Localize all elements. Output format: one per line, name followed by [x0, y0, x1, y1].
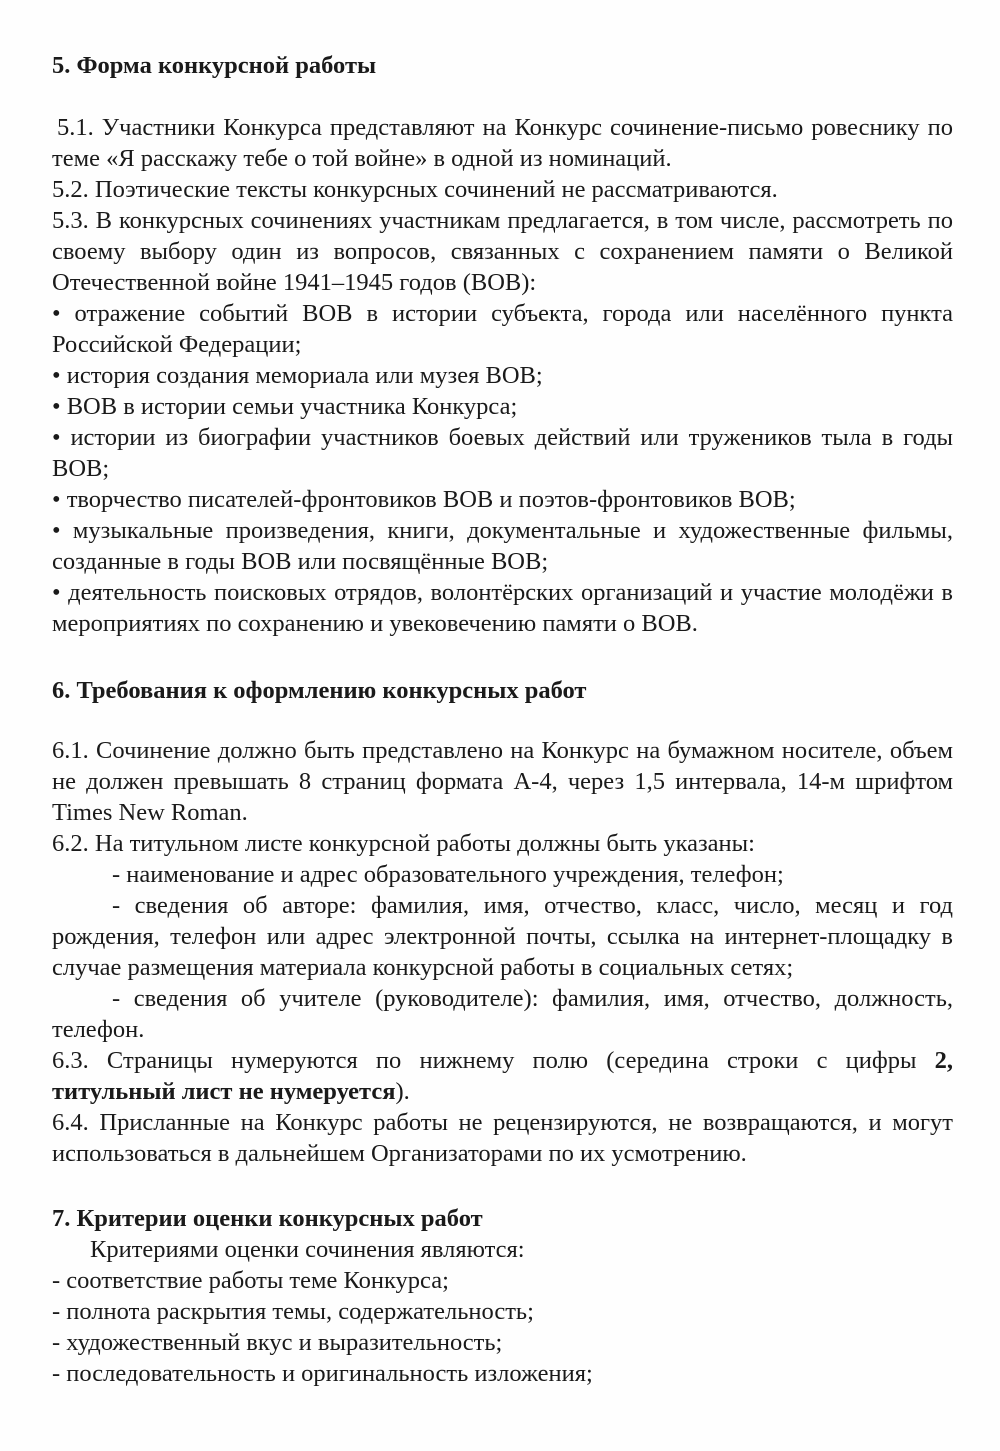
dash-item: - наименование и адрес образовательного учреждения, телефон;: [112, 861, 784, 888]
criteria-item: - соответствие работы теме Конкурса;: [52, 1267, 449, 1294]
bullet-item: • музыкальные произведения, книги, документальные и художественные фильмы, созданные в годы ВОВ или посвящённые ВОВ;: [52, 517, 953, 575]
paragraph-5-1: 5.1. Участники Конкурса представляют на Конкурс сочинение-письмо ровеснику по теме «Я расскажу тебе о той войне» в одной из номинаций.: [52, 114, 953, 172]
spacer: [52, 81, 953, 112]
bullet-item: • история создания мемориала или музея ВОВ;: [52, 362, 543, 389]
criteria-item: - последовательность и оригинальность изложения;: [52, 1360, 593, 1387]
section-6-title: 6. Требования к оформлению конкурсных работ: [52, 677, 587, 704]
section-5-title: 5. Форма конкурсной работы: [52, 52, 377, 79]
dash-item: - сведения об учителе (руководителе): фамилия, имя, отчество, должность, телефон.: [52, 985, 953, 1043]
bullet-item: • ВОВ в истории семьи участника Конкурса;: [52, 393, 518, 420]
paragraph-6-4: 6.4. Присланные на Конкурс работы не рецензируются, не возвращаются, и могут использоваться в дальнейшем Организаторами по их усмотрению.: [52, 1109, 953, 1167]
paragraph-6-2: 6.2. На титульном листе конкурсной работы должны быть указаны:: [52, 830, 755, 857]
criteria-intro: Критериями оценки сочинения являются:: [90, 1236, 525, 1263]
paragraph-6-1: 6.1. Сочинение должно быть представлено на Конкурс на бумажном носителе, объем не должен превышать 8 страниц формата А-4, через 1,5 интервала, 14-м шрифтом Times New Roman.: [52, 737, 953, 826]
section-7-title: 7. Критерии оценки конкурсных работ: [52, 1205, 483, 1232]
bullet-item: • истории из биографии участников боевых действий или тружеников тыла в годы ВОВ;: [52, 424, 953, 482]
paragraph-6-3: [52, 1045, 953, 1107]
paragraph-6-3-start: 6.3. Страницы нумеруются по нижнему полю (середина строки с цифры: [52, 1047, 935, 1074]
paragraph-5-3: 5.3. В конкурсных сочинениях участникам предлагается, в том числе, рассмотреть по своему выбору один из вопросов, связанных с сохранением памяти о Великой Отечественной войне 1941–1945 годов (ВОВ):: [52, 207, 953, 296]
paragraph-6-3-bold: 2, титульный лист не нумеруется: [52, 1047, 953, 1105]
bullet-item: • отражение событий ВОВ в истории субъекта, города или населённого пункта Российской Федерации;: [52, 300, 953, 358]
paragraph-5-2: 5.2. Поэтические тексты конкурсных сочинений не рассматриваются.: [52, 176, 778, 203]
criteria-item: - художественный вкус и выразительность;: [52, 1329, 503, 1356]
criteria-item: - полнота раскрытия темы, содержательность;: [52, 1298, 534, 1325]
dash-item: - сведения об авторе: фамилия, имя, отчество, класс, число, месяц и год рождения, телефон или адрес электронной почты, ссылка на интернет-площадку в случае размещения материала конкурсной работы в социальных сетях;: [52, 892, 953, 981]
bullet-item: • деятельность поисковых отрядов, волонтёрских организаций и участие молодёжи в мероприятиях по сохранению и увековечению памяти о ВОВ.: [52, 579, 953, 637]
paragraph-6-3-end: ).: [395, 1078, 410, 1105]
spacer: [52, 706, 953, 735]
bullet-item: • творчество писателей-фронтовиков ВОВ и поэтов-фронтовиков ВОВ;: [52, 486, 796, 513]
